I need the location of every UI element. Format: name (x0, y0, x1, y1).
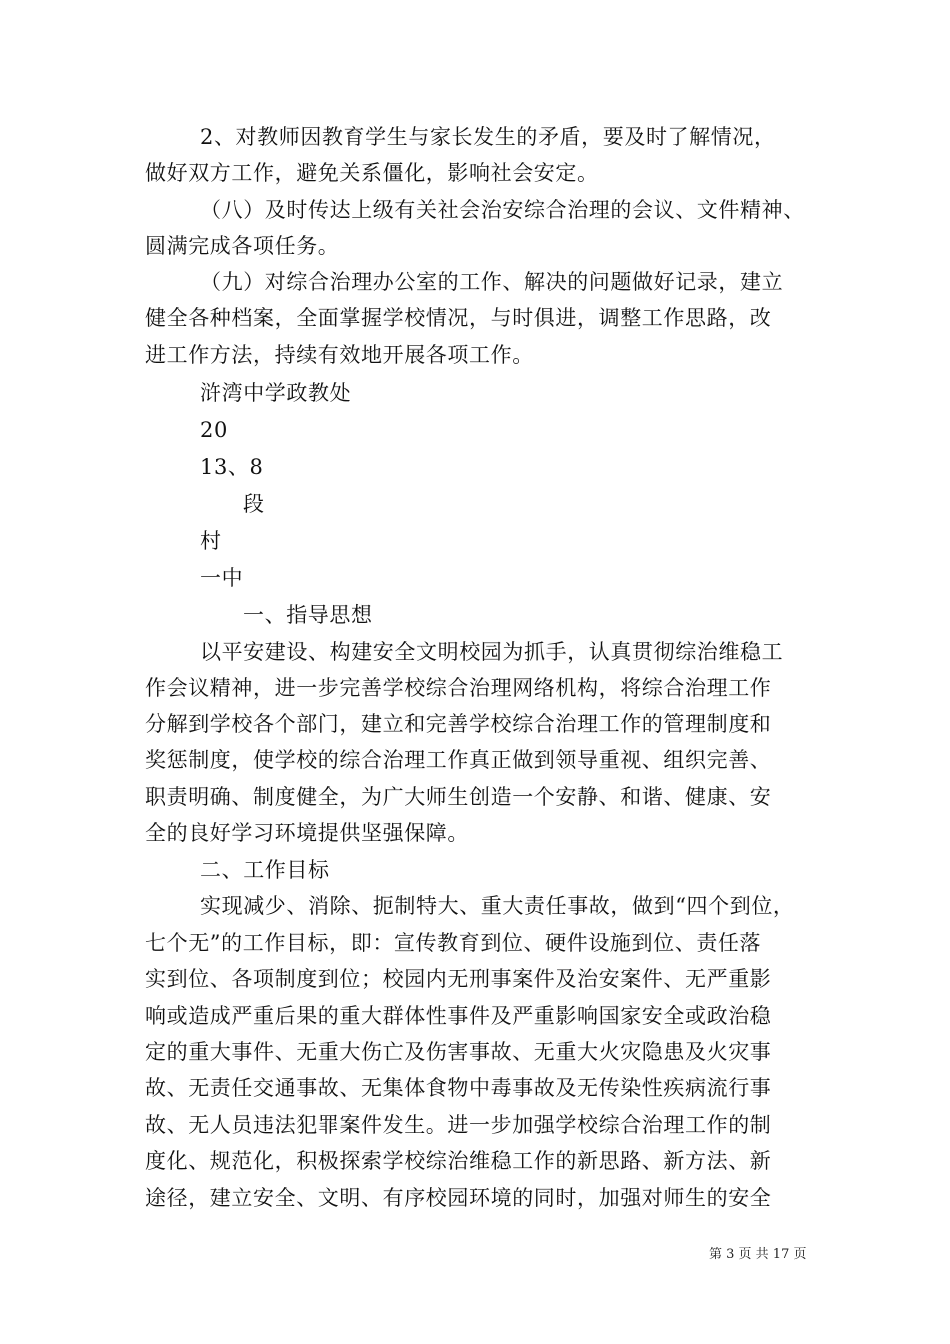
paragraph-3-line-3: 进工作方法，持续有效地开展各项工作。 (145, 343, 534, 367)
work-goals-line-3: 实到位、各项制度到位；校园内无刑事案件及治安案件、无严重影 (145, 967, 772, 991)
guiding-thought-line-4: 奖惩制度，使学校的综合治理工作真正做到领导重视、组织完善、 (145, 748, 772, 772)
fragment-duan: 段 (243, 492, 265, 516)
paragraph-1-line-2: 做好双方工作，避免关系僵化，影响社会安定。 (145, 161, 599, 185)
signature-department: 浒湾中学政教处 (200, 381, 352, 405)
paragraph-2-line-1: （八）及时传达上级有关社会治安综合治理的会议、文件精神、 (200, 198, 805, 222)
paragraph-3-line-2: 健全各种档案，全面掌握学校情况，与时俱进，调整工作思路，改 (145, 306, 772, 330)
guiding-thought-line-3: 分解到学校各个部门，建立和完善学校综合治理工作的管理制度和 (145, 712, 772, 736)
fragment-cun: 村 (200, 529, 222, 553)
work-goals-line-1: 实现减少、消除、扼制特大、重大责任事故，做到“四个到位， (200, 894, 795, 918)
work-goals-line-7: 故、无人员违法犯罪案件发生。进一步加强学校综合治理工作的制 (145, 1113, 772, 1137)
paragraph-1-line-1: 2、对教师因教育学生与家长发生的矛盾，要及时了解情况， (200, 125, 776, 149)
guiding-thought-line-1: 以平安建设、构建安全文明校园为抓手，认真贯彻综治维稳工 (200, 640, 784, 664)
page-number-footer: 第 3 页 共 17 页 (709, 1247, 807, 1262)
work-goals-line-9: 途径，建立安全、文明、有序校园环境的同时，加强对师生的安全 (145, 1186, 772, 1210)
paragraph-2-line-2: 圆满完成各项任务。 (145, 234, 340, 258)
guiding-thought-line-2: 作会议精神，进一步完善学校综合治理网络机构，将综合治理工作 (145, 676, 772, 700)
paragraph-3-line-1: （九）对综合治理办公室的工作、解决的问题做好记录，建立 (200, 270, 784, 294)
work-goals-line-6: 故、无责任交通事故、无集体食物中毒事故及无传染性疾病流行事 (145, 1076, 772, 1100)
work-goals-line-2: 七个无”的工作目标，即：宣传教育到位、硬件设施到位、责任落 (145, 931, 762, 955)
guiding-thought-line-6: 全的良好学习环境提供坚强保障。 (145, 821, 469, 845)
section-heading-work-goals: 二、工作目标 (200, 858, 330, 882)
fragment-yizhong: 一中 (200, 566, 244, 590)
guiding-thought-line-5: 职责明确、制度健全，为广大师生创造一个安静、和谐、健康、安 (145, 785, 772, 809)
work-goals-line-4: 响或造成严重后果的重大群体性事件及严重影响国家安全或政治稳 (145, 1004, 772, 1028)
signature-year-part-1: 20 (200, 418, 228, 442)
work-goals-line-5: 定的重大事件、无重大伤亡及伤害事故、无重大火灾隐患及火灾事 (145, 1040, 772, 1064)
work-goals-line-8: 度化、规范化，积极探索学校综治维稳工作的新思路、新方法、新 (145, 1149, 772, 1173)
section-heading-guiding-thought: 一、指导思想 (243, 603, 373, 627)
signature-year-part-2: 13、8 (200, 455, 264, 479)
